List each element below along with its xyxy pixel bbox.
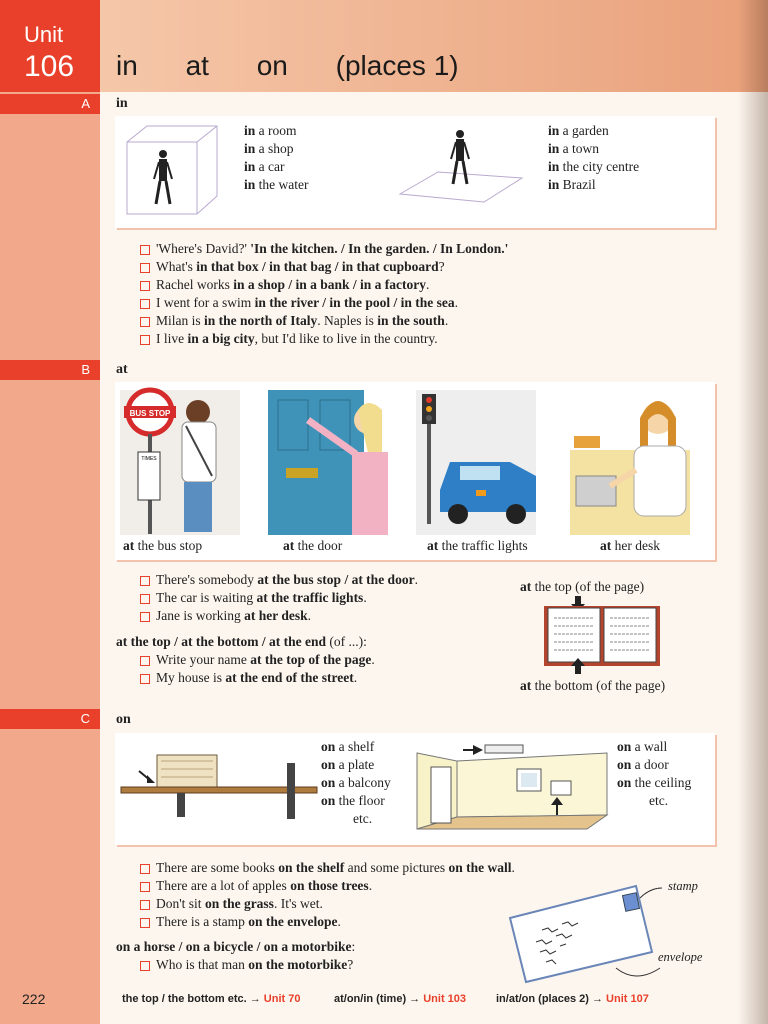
list-item: on a wall: [617, 739, 668, 754]
example-row: There's somebody at the bus stop / at the door.: [140, 571, 418, 589]
section-c-panel: [115, 733, 715, 845]
caption-desk: at her desk: [600, 538, 660, 553]
example-row: Who is that man on the motorbike?: [140, 956, 353, 974]
page-number: 222: [22, 991, 46, 1007]
unit-word: Unit: [24, 22, 64, 47]
list-item: on a balcony: [321, 775, 391, 790]
example-row: There are a lot of apples on those trees.: [140, 877, 515, 895]
section-b-examples: [140, 571, 418, 625]
stamp-label: stamp: [668, 879, 698, 893]
section-c-bar: C: [0, 709, 100, 729]
area-plane-illustration: [398, 124, 528, 204]
list-item: on a shelf: [321, 739, 375, 754]
room-interior-illustration: [417, 745, 607, 829]
example-row: Don't sit on the grass. It's wet.: [140, 895, 515, 913]
left-margin-column: [0, 0, 100, 1024]
title-in: in: [116, 50, 138, 81]
book-top-label: at the top (of the page): [520, 579, 645, 594]
bus-stop-illustration: [120, 390, 240, 535]
footer-ref-3[interactable]: in/at/on (places 2) → Unit 107: [496, 993, 649, 1005]
unit-badge: [0, 0, 100, 92]
page-edge-shadow: [738, 0, 768, 1024]
bus-stop-sign-text: BUS STOP: [129, 409, 171, 418]
door-illustration: [268, 390, 388, 535]
section-c-subheading: on a horse / on a bicycle / on a motorbike:: [116, 939, 356, 954]
caption-door: at the door: [283, 538, 343, 553]
section-a-heading: in: [116, 96, 128, 111]
envelope-label: envelope: [658, 950, 703, 964]
example-row: I went for a swim in the river / in the pool / in the sea.: [140, 294, 508, 312]
example-row: Milan is in the north of Italy. Naples is in the south.: [140, 312, 508, 330]
example-row: Write your name at the top of the page.: [140, 651, 375, 669]
unit-number: 106: [24, 50, 75, 83]
list-etc: etc.: [353, 811, 373, 826]
book-bottom-label: at the bottom (of the page): [520, 678, 666, 693]
section-c-sub-examples: [140, 956, 353, 974]
times-sign-text: TIMES: [141, 456, 157, 462]
list-item: in the water: [244, 177, 309, 192]
shelf-illustration: [121, 743, 321, 823]
footer-ref-2[interactable]: at/on/in (time) → Unit 103: [334, 993, 467, 1005]
list-item: in the city centre: [548, 159, 640, 174]
section-b-sub-examples: [140, 651, 375, 687]
example-row: What's in that box / in that bag / in that cupboard?: [140, 258, 508, 276]
in-list-right: [548, 122, 639, 194]
traffic-lights-illustration: [416, 390, 536, 535]
caption-traffic-lights: at the traffic lights: [427, 538, 528, 553]
example-row: Rachel works in a shop / in a bank / in a factory.: [140, 276, 508, 294]
caption-bus-stop: at the bus stop: [123, 538, 203, 553]
list-item: in a garden: [548, 123, 609, 138]
list-item: on a plate: [321, 757, 375, 772]
desk-illustration: [570, 390, 690, 535]
section-b-bar: B: [0, 360, 100, 380]
section-b-heading: at: [116, 362, 128, 377]
section-c-examples: [140, 859, 515, 931]
section-c-heading: on: [116, 712, 131, 727]
section-a-examples: [140, 240, 508, 348]
section-b-subheading: at the top / at the bottom / at the end (of ...):: [116, 634, 367, 649]
list-item: in Brazil: [548, 177, 596, 192]
in-list-left: [244, 122, 309, 194]
section-a-bar: A: [0, 94, 100, 114]
list-item: in a car: [244, 159, 285, 174]
on-list-left: [321, 738, 391, 828]
section-b-panel: [115, 382, 715, 560]
example-row: Jane is working at her desk.: [140, 607, 418, 625]
list-item: on the ceiling: [617, 775, 692, 790]
example-row: The car is waiting at the traffic lights.: [140, 589, 418, 607]
example-row: 'Where's David?' 'In the kitchen. / In the garden. / In London.': [140, 240, 508, 258]
open-book-illustration: [540, 596, 664, 674]
example-row: My house is at the end of the street.: [140, 669, 375, 687]
example-row: I live in a big city, but I'd like to live in the country.: [140, 330, 508, 348]
section-a-panel: [115, 116, 715, 228]
list-item: in a town: [548, 141, 600, 156]
title-on: on: [256, 50, 288, 81]
example-row: There are some books on the shelf and some pictures on the wall.: [140, 859, 515, 877]
title-places: (places 1): [335, 50, 459, 81]
on-list-right: [617, 738, 691, 810]
list-etc: etc.: [649, 793, 669, 808]
room-box-illustration: [125, 124, 217, 216]
list-item: on a door: [617, 757, 669, 772]
example-row: There is a stamp on the envelope.: [140, 913, 515, 931]
title-at: at: [185, 50, 209, 81]
list-item: in a room: [244, 123, 297, 138]
page-title: [116, 50, 459, 82]
list-item: in a shop: [244, 141, 294, 156]
footer-ref-1[interactable]: the top / the bottom etc. → Unit 70: [122, 993, 301, 1005]
list-item: on the floor: [321, 793, 385, 808]
